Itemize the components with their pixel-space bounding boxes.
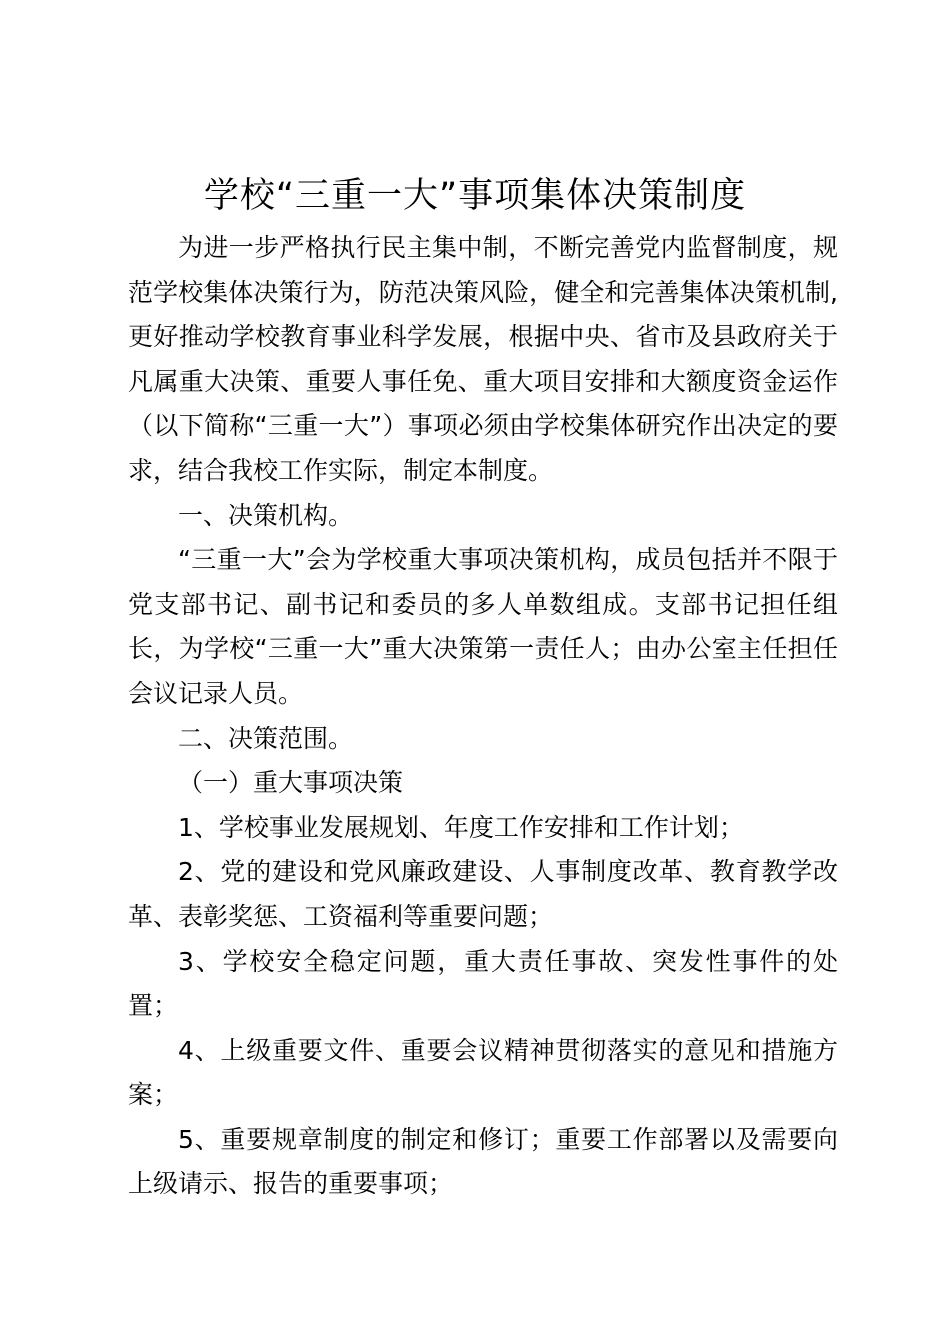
paragraph-decision-body: “三重一大”会为学校重大事项决策机构，成员包括并不限于党支部书记、副书记和委员的多人单数组成。支部书记担任组长，为学校“三重一大”重大决策第一责任人；由办公室主任担任会议记录人员。 (128, 545, 838, 708)
list-item-1: 1、学校事业发展规划、年度工作安排和工作计划； (178, 812, 744, 842)
section-heading-decision-body: 一、决策机构。 (178, 500, 354, 530)
document-body (128, 226, 838, 1207)
list-item-2: 2、党的建设和党风廉政建设、人事制度改革、教育教学改革、表彰奖惩、工资福利等重要问题； (128, 857, 838, 931)
list-item-3: 3、学校安全稳定问题，重大责任事故、突发性事件的处置； (128, 946, 838, 1021)
list-item-4: 4、上级重要文件、重要会议精神贯彻落实的意见和措施方案； (128, 1035, 838, 1110)
section-heading-decision-scope: 二、决策范围。 (178, 723, 354, 753)
subsection-heading-major-matters: （一）重大事项决策 (178, 768, 404, 798)
document-title: 学校“三重一大”事项集体决策制度 (203, 176, 747, 216)
list-item-5: 5、重要规章制度的制定和修订；重要工作部署以及需要向上级请示、报告的重要事项； (128, 1124, 838, 1199)
paragraph-intro: 为进一步严格执行民主集中制，不断完善党内监督制度，规范学校集体决策行为，防范决策风险，健全和完善集体决策机制,更好推动学校教育事业科学发展，根据中央、省市及县政府关于凡属重大决策、重要人事任免、重大项目安排和大额度资金运作（以下简称“三重一大”）事项必须由学校集体研究作出决定的要求，结合我校工作实际，制定本制度。 (128, 233, 838, 485)
